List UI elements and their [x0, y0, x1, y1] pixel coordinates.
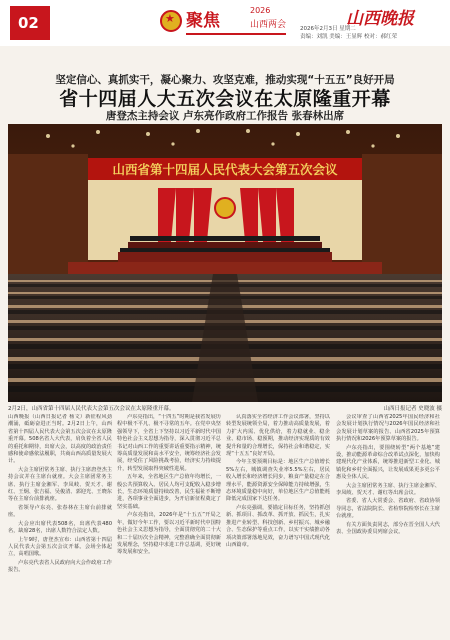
article-column-1 — [8, 414, 112, 636]
article-paragraph: 大会主席团常务主席、执行主席金湘军、李凤岐、贺天才、谢红等出席会议。 — [336, 482, 440, 497]
hall-banner-text: 山西省第十四届人民代表大会第五次会议 — [112, 162, 338, 177]
headline-subtitle: 唐登杰主持会议 卢东亮作政府工作报告 张春林出席 — [105, 110, 345, 122]
article-column-3 — [226, 414, 330, 636]
article-paragraph: 卢东亮指出，2026年是“十五五”开局之年，做好今年工作，要以习近平新时代中国特色社会主义思想为指导，全面贯彻党的二十大和二十届历次全会精神，完整准确全面贯彻新发展理念，坚持稳中求进工作总基调，更好统筹发展和安全。 — [117, 512, 221, 556]
header-rule — [186, 33, 286, 35]
photo-caption: 2月2日，山西省第十四届人民代表大会第五次会议在太原隆重开幕。 — [8, 406, 175, 412]
article-paragraph: 五年来，全省地区生产总值年均增长，一般公共预算收入、居民人均可支配收入稳步增长，生态环境质量持续改善，民生福祉不断增进，各项事业全面进步，为开启新征程奠定了坚实基础。 — [117, 474, 221, 510]
page-header — [0, 0, 450, 46]
section-title: 聚焦 — [186, 11, 220, 31]
article-paragraph: 省领导卢东亮、张春林在主席台前排就座。 — [8, 504, 112, 519]
news-photo — [8, 124, 442, 402]
national-emblem-icon — [160, 10, 182, 32]
section-sub-year: 2026 — [250, 6, 271, 15]
article-paragraph: 卢东亮代表省人民政府向大会作政府工作报告。 — [8, 559, 112, 574]
issue-date: 2026年2月3日 星期二 — [300, 26, 356, 32]
article-column-4 — [336, 414, 440, 636]
editor-credits: 责编：刘凯 美编：王显辉 校对：郝红荣 — [300, 34, 397, 40]
article-paragraph: 卢东亮强调，要锚定目标任务，坚持抓创新、抓项目、抓改革、抓开放、抓民生，扎实推进产业转型、科技创新、乡村振兴、城乡融合、生态保护等重点工作，以实干实绩推动各项决策部署落地见效，奋力谱写中国式现代化山西篇章。 — [226, 504, 330, 548]
assembly-hall-illustration — [8, 124, 442, 402]
headline-kicker: 坚定信心、真抓实干，凝心聚力、攻坚克难，推动实现“十五五”良好开局 — [55, 74, 395, 86]
article-paragraph: 卢东亮指出，“十四五”时期是我省发展历程中极不平凡、极不寻常的五年。在党中央坚强领导下，全省上下坚持以习近平新时代中国特色社会主义思想为指导，深入贯彻习近平总书记对山西工作的重要讲话重要指示精神，统筹高质量发展和高水平安全，统筹经济社会发展，经受住了风险挑战考验，经济实力持续提升，转型发展取得突破性进展。 — [117, 414, 221, 472]
photo-credit: 山西日报记者 史晓波 摄 — [383, 406, 442, 412]
article-paragraph: 大会主席团常务主席、执行主席唐登杰主持会议并在主席台就座。大会主席团常务主席、执行主席金湘军、李凤岐、贺天才、谢红、王炯、张吉福、吴俊清、郭迎光、王晓东等在主席台前排就座。 — [8, 466, 112, 503]
article-paragraph: 大会应出席代表508名，出席代表480名，缺席28名，出席人数符合法定人数。 — [8, 520, 112, 535]
article-paragraph: 会议审查了山西省2025年国民经济和社会发展计划执行情况与2026年国民经济和社会发展计划草案的报告、山西省2025年预算执行情况和2026年预算草案的报告。 — [336, 414, 440, 443]
newspaper-brand-logo: 山西晚报 — [346, 9, 414, 29]
article-paragraph: 省委、省人大常委会、省政府、省政协领导同志，省法院院长、省检察院检察长在主席台就座。 — [336, 498, 440, 520]
headline-title: 省十四届人大五次会议在太原隆重开幕 — [59, 88, 391, 110]
page-number: 02 — [10, 6, 50, 40]
article-paragraph: 上午9时，唐登杰宣布：山西省第十四届人民代表大会第五次会议开幕。会场全体起立，高唱国歌。 — [8, 536, 112, 558]
article-paragraph: 今年主要预期目标是：地区生产总值增长5%左右，城镇调查失业率5.5%左右，居民收入增长和经济增长同步，粮食产量稳定在合理水平，能源资源安全保障能力持续增强，生态环境质量稳中向好，单位地区生产总值能耗降低完成国家下达任务。 — [226, 459, 330, 503]
article-paragraph: 山西晚报（山西日报记者 杨文）新征程风劲潮涌，砥砺奋进正当时。2月2日上午，山西省第十四届人民代表大会第五次会议在太原隆重开幕。508名省人大代表，肩负着全省人民的重托和期待，出席大会，以高度的政治责任感和使命感依法履职，共商山西高质量发展大计。 — [8, 414, 112, 465]
article-column-2 — [117, 414, 221, 636]
article-paragraph: 卢东亮指出，要围绕转型“两个基地”建设，推动能源革命综合改革试点深化，加快构建现代化产业体系，统筹推进新型工业化、城镇化和乡村全面振兴，让发展成果更多更公平惠及全体人民。 — [336, 444, 440, 481]
article-paragraph: 有关方面负责同志，部分在晋全国人大代表、全国政协委员列席会议。 — [336, 521, 440, 536]
article-paragraph: 认真落实全省经济工作会议部署，坚持以转型发展统领全局，着力推动高质量发展，着力扩大内需、优化供给，着力稳就业、稳企业、稳市场、稳预期，推动经济实现质的有效提升和量的合理增长，保持社会和谐稳定，实现“十五五”良好开局。 — [226, 414, 330, 458]
section-subtitle: 山西两会 — [250, 20, 287, 30]
